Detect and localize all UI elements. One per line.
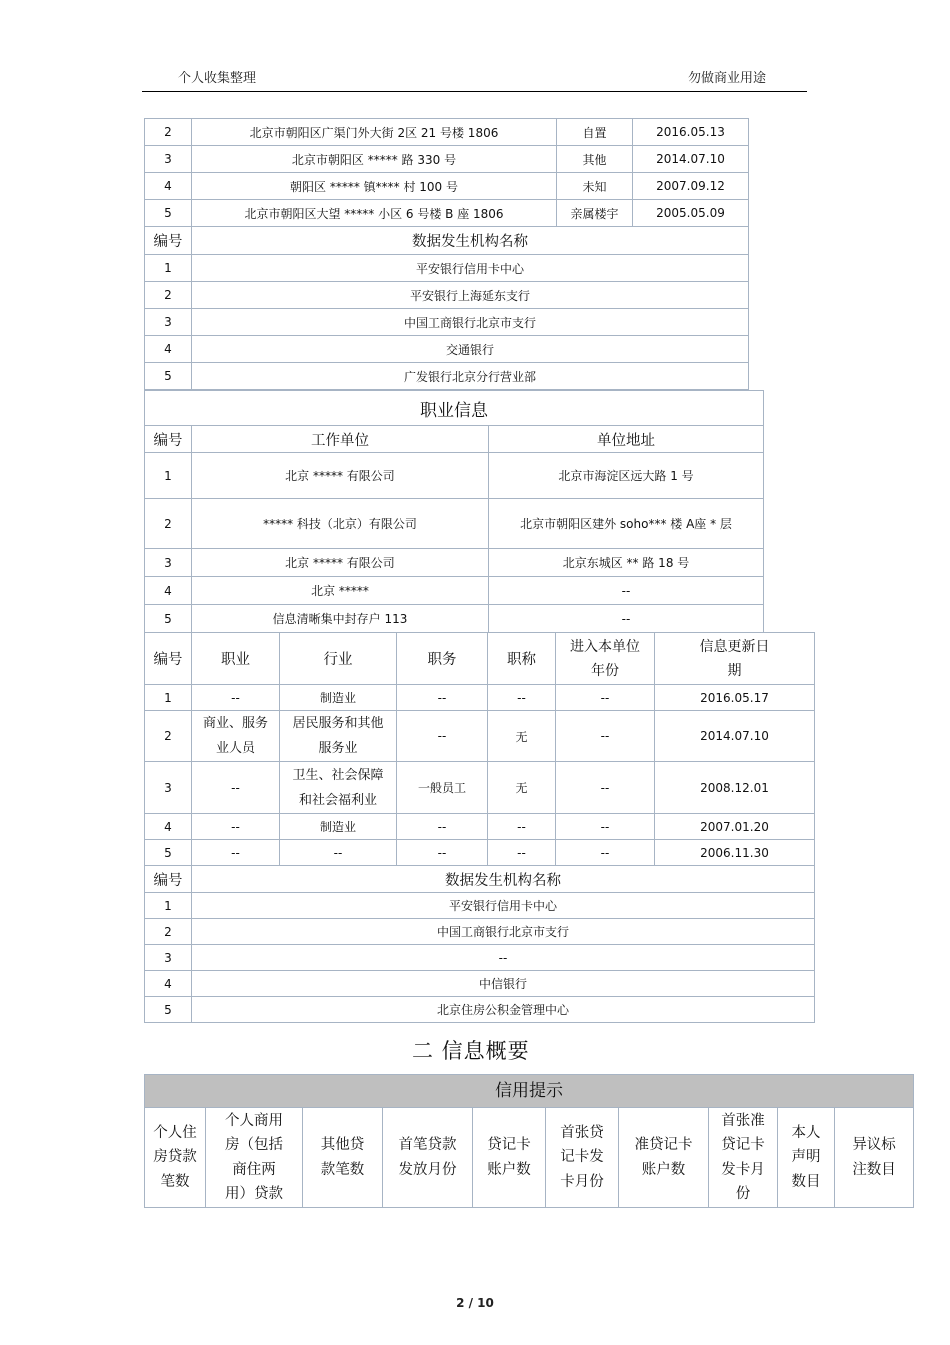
- position-cell: --: [397, 711, 488, 762]
- row-number: 5: [145, 200, 192, 227]
- column-header-position: 职务: [397, 633, 488, 685]
- header-line: 期: [727, 662, 742, 679]
- credit-tips-title: 信用提示: [145, 1075, 914, 1108]
- occupation-cell: --: [192, 840, 280, 866]
- credit-tips-table: [144, 1074, 914, 1208]
- cell-line: 和社会福利业: [298, 792, 377, 808]
- header-line: 房（包括: [225, 1137, 283, 1153]
- title-cell: --: [488, 840, 556, 866]
- position-cell: --: [397, 685, 488, 711]
- header-line: 卡月份: [560, 1173, 604, 1190]
- table-row: [145, 814, 815, 840]
- table-title-row: [145, 1075, 914, 1108]
- header-right-text: 勿做商业用途: [688, 71, 767, 86]
- table-row: [145, 499, 764, 549]
- table-row: [145, 255, 749, 282]
- column-header-number: 编号: [145, 866, 192, 893]
- header-line: 首笔贷款: [398, 1137, 457, 1153]
- title-cell: 无: [488, 711, 556, 762]
- table-header-row: [145, 426, 764, 453]
- table-row: [145, 711, 815, 762]
- header-line: 首张准: [721, 1112, 765, 1129]
- residence-address: 朝阳区 ***** 镇**** 村 100 号: [192, 173, 557, 200]
- header-line: 记卡发: [560, 1149, 604, 1166]
- table-row: [145, 577, 764, 605]
- table-row: [145, 309, 749, 336]
- table-row: [145, 997, 815, 1023]
- org-name: 中国工商银行北京市支行: [192, 309, 749, 336]
- column-header-unit: 工作单位: [192, 426, 489, 453]
- header-line: 账户数: [487, 1161, 531, 1178]
- row-number: 5: [145, 363, 192, 390]
- cell-line: 卫生、社会保障: [292, 767, 384, 783]
- header-semi-credit-accounts: [619, 1108, 709, 1208]
- table-row: [145, 119, 749, 146]
- table-row: [145, 200, 749, 227]
- employment-table: [144, 390, 764, 633]
- residence-status: 亲属楼宇: [557, 200, 633, 227]
- column-header-title: 职称: [488, 633, 556, 685]
- row-number: 4: [145, 336, 192, 363]
- header-line: 发放月份: [398, 1161, 457, 1178]
- row-number: 1: [145, 255, 192, 282]
- column-header-address: 单位地址: [489, 426, 764, 453]
- employer-address: 北京市朝阳区建外 soho*** 楼 A座 * 层: [489, 499, 764, 549]
- employer-address: 北京东城区 ** 路 18 号: [489, 549, 764, 577]
- occupation-cell: --: [192, 685, 280, 711]
- entry-year-cell: --: [556, 762, 655, 814]
- header-line: 贷记卡: [487, 1137, 531, 1153]
- header-line: 首张贷: [560, 1124, 604, 1141]
- table-header-row: [145, 633, 815, 685]
- row-number: 5: [145, 605, 192, 633]
- table-row: [145, 762, 815, 814]
- row-number: 4: [145, 814, 192, 840]
- column-header-number: 编号: [145, 633, 192, 685]
- row-number: 5: [145, 840, 192, 866]
- header-line: 笔数: [160, 1173, 190, 1190]
- table-row: [145, 549, 764, 577]
- org-name: 中信银行: [192, 971, 815, 997]
- table-row: [145, 453, 764, 499]
- column-header-org: 数据发生机构名称: [192, 866, 815, 893]
- org-name: --: [192, 945, 815, 971]
- header-line: 贷记卡: [721, 1137, 765, 1153]
- row-number: 5: [145, 997, 192, 1023]
- entry-year-cell: --: [556, 814, 655, 840]
- industry-cell: --: [280, 840, 397, 866]
- header-line: 异议标: [852, 1137, 896, 1153]
- header-dispute-count: [835, 1108, 914, 1208]
- header-first-loan-month: [383, 1108, 473, 1208]
- entry-year-cell: --: [556, 840, 655, 866]
- header-line: 其他贷: [320, 1137, 365, 1153]
- residence-orgs-table: [144, 226, 749, 390]
- column-header-org: 数据发生机构名称: [192, 227, 749, 255]
- header-left-text: 个人收集整理: [178, 71, 257, 86]
- row-number: 2: [145, 919, 192, 945]
- cell-line: 服务业: [318, 741, 358, 756]
- employer-name: 北京 *****: [192, 577, 489, 605]
- header-line: 账户数: [641, 1161, 686, 1178]
- header-line: 商住两: [232, 1161, 276, 1178]
- header-line: 本人: [791, 1124, 821, 1141]
- updated-cell: 2007.01.20: [655, 814, 815, 840]
- residence-address: 北京市朝阳区 ***** 路 330 号: [192, 146, 557, 173]
- industry-cell: 制造业: [280, 685, 397, 711]
- column-header-updated: [655, 633, 815, 685]
- residence-date: 2007.09.12: [633, 173, 749, 200]
- header-line: 注数目: [852, 1161, 896, 1178]
- header-line: 年份: [591, 662, 619, 679]
- row-number: 4: [145, 971, 192, 997]
- table-header-row: [145, 227, 749, 255]
- page-number: 2 / 10: [456, 1296, 494, 1310]
- row-number: 2: [145, 119, 192, 146]
- org-name: 平安银行上海延东支行: [192, 282, 749, 309]
- credit-tips-header-row: [145, 1108, 914, 1208]
- employer-address: --: [489, 605, 764, 633]
- table-row: [145, 840, 815, 866]
- row-number: 4: [145, 577, 192, 605]
- employer-name: 信息清晰集中封存户 113: [192, 605, 489, 633]
- header-statement-count: [778, 1108, 835, 1208]
- employer-name: ***** 科技（北京）有限公司: [192, 499, 489, 549]
- row-number: 3: [145, 762, 192, 814]
- column-header-occupation: 职业: [192, 633, 280, 685]
- industry-cell: [280, 711, 397, 762]
- header-line: 个人住: [153, 1124, 197, 1141]
- employer-name: 北京 ***** 有限公司: [192, 549, 489, 577]
- header-other-loan-count: [303, 1108, 383, 1208]
- header-commercial-loan: [206, 1108, 303, 1208]
- column-header-entry-year: [556, 633, 655, 685]
- row-number: 3: [145, 945, 192, 971]
- cell-line: 业人员: [215, 741, 255, 756]
- table-title-row: [145, 391, 764, 426]
- employer-address: 北京市海淀区远大路 1 号: [489, 453, 764, 499]
- residence-date: 2016.05.13: [633, 119, 749, 146]
- header-line: 发卡月: [721, 1161, 765, 1178]
- cell-line: 商业、服务: [202, 716, 268, 731]
- header-line: 款笔数: [320, 1161, 365, 1178]
- updated-cell: 2016.05.17: [655, 685, 815, 711]
- table-row: [145, 336, 749, 363]
- row-number: 1: [145, 893, 192, 919]
- row-number: 4: [145, 173, 192, 200]
- title-cell: --: [488, 814, 556, 840]
- employer-address: --: [489, 577, 764, 605]
- header-credit-card-accounts: [473, 1108, 546, 1208]
- residence-status: 未知: [557, 173, 633, 200]
- residence-status: 自置: [557, 119, 633, 146]
- table-row: [145, 605, 764, 633]
- column-header-number: 编号: [145, 426, 192, 453]
- org-name: 交通银行: [192, 336, 749, 363]
- table-row: [145, 685, 815, 711]
- updated-cell: 2008.12.01: [655, 762, 815, 814]
- header-line: 数目: [791, 1173, 821, 1190]
- header-line: 份: [735, 1186, 751, 1202]
- job-detail-table: [144, 632, 815, 866]
- header-first-semi-card-month: [709, 1108, 778, 1208]
- industry-cell: 制造业: [280, 814, 397, 840]
- table-row: [145, 363, 749, 390]
- header-housing-loan-count: [145, 1108, 206, 1208]
- table-row: [145, 971, 815, 997]
- table-row: [145, 919, 815, 945]
- row-number: 1: [145, 685, 192, 711]
- header-line: 个人商用: [225, 1112, 283, 1129]
- org-name: 北京住房公积金管理中心: [192, 997, 815, 1023]
- job-orgs-table: [144, 865, 815, 1023]
- header-rule: [142, 91, 807, 92]
- employer-name: 北京 ***** 有限公司: [192, 453, 489, 499]
- entry-year-cell: --: [556, 685, 655, 711]
- header-line: 信息更新日: [699, 638, 770, 655]
- occupation-cell: [192, 711, 280, 762]
- org-name: 中国工商银行北京市支行: [192, 919, 815, 945]
- header-line: 准贷记卡: [634, 1137, 693, 1153]
- entry-year-cell: --: [556, 711, 655, 762]
- residence-address: 北京市朝阳区大望 ***** 小区 6 号楼 B 座 1806: [192, 200, 557, 227]
- table-row: [145, 945, 815, 971]
- header-line: 进入本单位: [570, 638, 640, 655]
- residence-date: 2005.05.09: [633, 200, 749, 227]
- table-row: [145, 282, 749, 309]
- header-line: 房贷款: [153, 1149, 197, 1166]
- table-row: [145, 146, 749, 173]
- row-number: 2: [145, 499, 192, 549]
- column-header-number: 编号: [145, 227, 192, 255]
- org-name: 广发银行北京分行营业部: [192, 363, 749, 390]
- industry-cell: [280, 762, 397, 814]
- title-cell: --: [488, 685, 556, 711]
- position-cell: --: [397, 814, 488, 840]
- occupation-cell: --: [192, 814, 280, 840]
- section-title: 职业信息: [145, 391, 764, 426]
- residence-address: 北京市朝阳区广渠门外大街 2区 21 号楼 1806: [192, 119, 557, 146]
- org-name: 平安银行信用卡中心: [192, 893, 815, 919]
- title-cell: 无: [488, 762, 556, 814]
- occupation-cell: --: [192, 762, 280, 814]
- row-number: 2: [145, 282, 192, 309]
- cell-line: 居民服务和其他: [292, 716, 384, 731]
- row-number: 3: [145, 309, 192, 336]
- row-number: 3: [145, 549, 192, 577]
- table-row: [145, 173, 749, 200]
- position-cell: --: [397, 840, 488, 866]
- header-first-card-month: [546, 1108, 619, 1208]
- row-number: 3: [145, 146, 192, 173]
- table-row: [145, 893, 815, 919]
- updated-cell: 2014.07.10: [655, 711, 815, 762]
- column-header-industry: 行业: [280, 633, 397, 685]
- section-heading: 二 信息概要: [412, 1039, 530, 1063]
- residence-table: [144, 118, 749, 227]
- row-number: 2: [145, 711, 192, 762]
- residence-date: 2014.07.10: [633, 146, 749, 173]
- org-name: 平安银行信用卡中心: [192, 255, 749, 282]
- updated-cell: 2006.11.30: [655, 840, 815, 866]
- residence-status: 其他: [557, 146, 633, 173]
- position-cell: 一般员工: [397, 762, 488, 814]
- row-number: 1: [145, 453, 192, 499]
- header-line: 用）贷款: [225, 1186, 283, 1202]
- header-line: 声明: [791, 1149, 821, 1166]
- table-header-row: [145, 866, 815, 893]
